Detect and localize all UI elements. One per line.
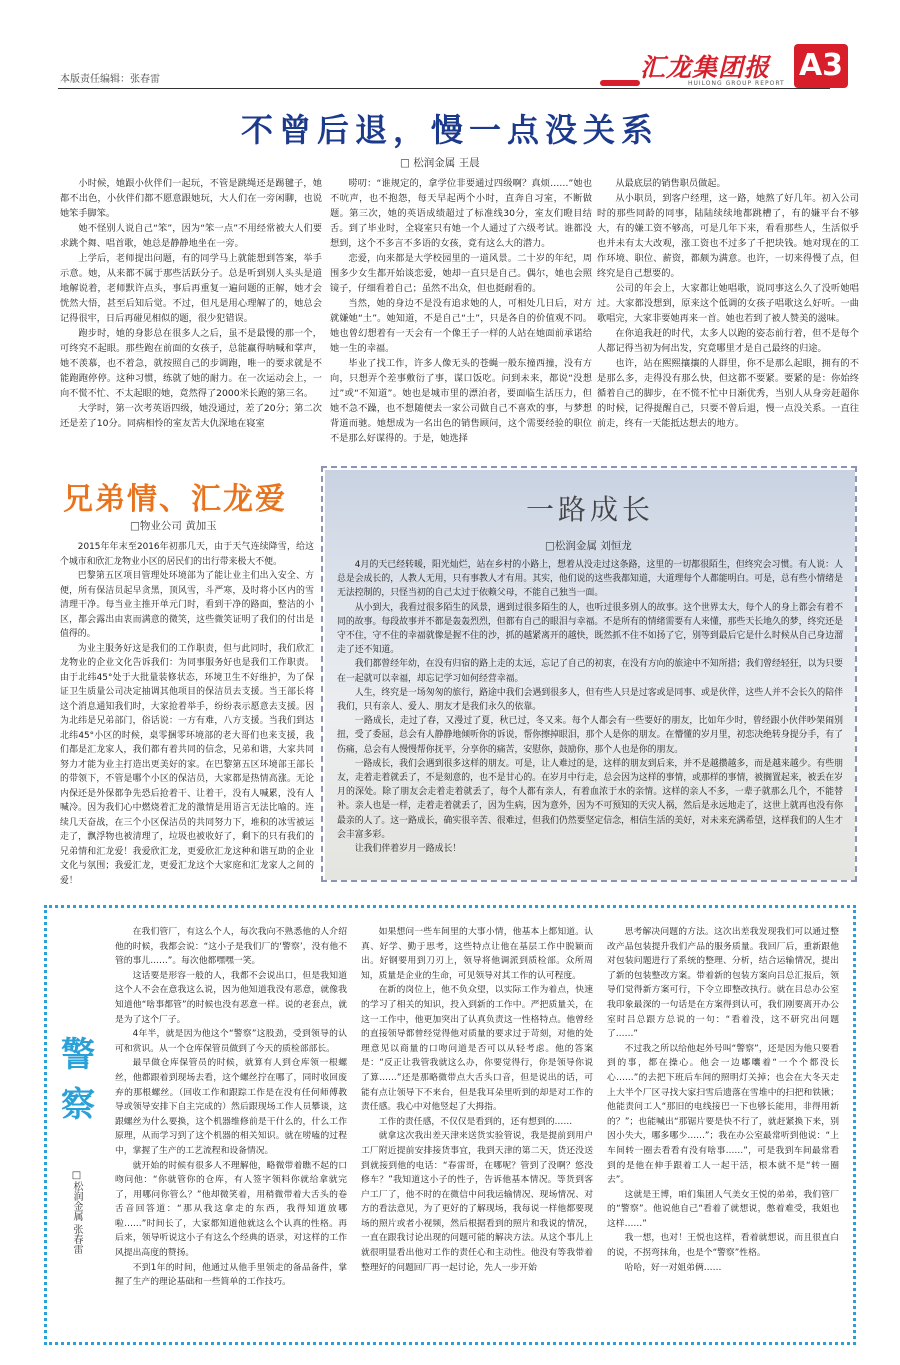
paragraph: 一路成长，走过了春，又漫过了夏，秋已过，冬又来。每个人都会有一些要好的朋友，比如年少时，曾经跟小伙伴吵架闹别扭，受了委屈，总会有人静静地倾听你的诉说，帮你擦掉眼泪，那个人是你的朋友。在懵懂的岁月里，初恋决绝转身提分手，有了伤痛，总会有人慢慢帮你抚平，分享你的痛苦，安慰你，鼓励你，那个人也是你的朋友。 bbox=[337, 716, 843, 755]
paragraph: 这就是王博，咱们集团人气美女王悦的弟弟，我们管厂的“警察”。他说他自己“看着了就想说，憋着难受，我姐也这样……” bbox=[607, 1189, 839, 1229]
paragraph: 从小职员，到客户经理，这一路，她熬了好几年。初入公司时的那些同龄的同事，陆陆续续地都跳槽了，有的嫌平台不够大，有的嫌工资不够高，可是几年下来，看看那些人，生活似乎也并未有太大改观，涨工资也不过多了千把块钱。她对现在的工作环境、职位、薪资，都颇为满意。也许，一切来得慢了点，但终究是自己想要的。 bbox=[597, 193, 859, 279]
article1-col1 bbox=[60, 176, 322, 431]
paragraph: 跑步时，她的身影总在很多人之后，虽不是最慢的那一个，可终究不起眼。那些跑在前面的女孩子，总能赢得呐喊和掌声，她不羡慕，也不着急，就按照自己的步调跑，唯一的要求就是不能跑跑停停。这种习惯，练就了她的耐力。在一次运动会上，一向不慌不忙、不太起眼的她，竟然得了2000米长跑的第三名。 bbox=[60, 328, 322, 399]
paragraph: 大学时，第一次考英语四级，她没通过，差了20分；第二次还是差了10分。同病相怜的室友苦大仇深地在寝室 bbox=[60, 403, 322, 429]
article2-body bbox=[60, 540, 314, 888]
article4-title: 警察 bbox=[61, 1035, 95, 1125]
brand-swoosh bbox=[600, 80, 640, 86]
paragraph: 就拿这次我出差天津来送货实验管说，我是提前到用户工厂附近提前安排接货事宜，我到天津的第二天，货还没送到就接到他的电话：“春雷哥，在哪呢？管到了没啊？悠没修车？”我知道这小子的性子，告诉他基本情况。等货到客户工厂了，他不时的在微信中问我运输情况、现场情况、对方的看法意见，为了更好的了解现场，我每说一样他都要现场的照片或者小视频，然后根据看到的照片和我说的情况，一直在跟我讨论出现的问题可能的解决方法。从这个事儿上就很明显看出他对工作的责任心和主动性。他没有等我带着整理好的问题回厂再一起讨论，先人一步开始 bbox=[361, 1131, 593, 1273]
paragraph: 也许，站在熙熙攘攘的人群里，你不是那么起眼，拥有的不是那么多，走得没有那么快，但这都不要紧。要紧的是：你始终循着自己的脚步，在不慌不忙中日渐优秀，当别人从身旁赶超你的时候，记得提醒自己，只要不曾后退，慢一点没关系。一直往前走，终有一天能抵达想去的地方。 bbox=[597, 358, 859, 429]
paragraph: 从小到大，我看过很多陌生的风景，遇到过很多陌生的人，也听过很多别人的故事。这个世界太大，每个人的身上都会有着不同的故事。每段故事并不都是轰轰烈烈，但都有自己的眼泪与幸福。不是所有的情绪需要有人来懂，那些天长地久的梦，终究还是守不住，守不住的幸福就像是握不住的沙，抓的越紧离开的越快，既然抓不住不如扬了它，别等到最后它是什么时候从自己身边溜走了还不知道。 bbox=[337, 602, 843, 656]
paragraph: 这话要是形容一般的人，我都不会说出口，但是我知道这个人不会在意我这么说，因为他知道我没有恶意，就像我知道他“啥事都管”的时候也没有恶意一样。说的老套点，就是为了这个厂子。 bbox=[115, 970, 347, 1025]
paragraph: 不到1年的时间，他通过从他手里领走的备品备件，掌握了生产的理论基础和一些简单的工作技巧。 bbox=[115, 1262, 347, 1288]
paragraph: 4年半，就是因为他这个“警察”这股劲，受到领导的认可和赏识。从一个仓库保管员做到了今天的质检部部长。 bbox=[115, 1029, 347, 1054]
editor-credit: 本版责任编辑：张春雷 bbox=[60, 74, 160, 85]
paragraph: 当然，她的身边不是没有追求她的人，可相处几日后，对方就嫌她“土”。她知道，不是自己“土”，只是各自的价值观不同。她也曾幻想着有一天会有一个像王子一样的人站在她面前承诺给她一生的幸福。 bbox=[330, 298, 592, 354]
page-number: A3 bbox=[794, 44, 848, 88]
article3-author: □松润金属 刘恒龙 bbox=[545, 540, 632, 552]
paragraph: 小时候，她跟小伙伴们一起玩，不管是跳绳还是踢毽子，她都不出色，小伙伴们都不愿意跟她玩，大人们在一旁闲聊，也说她笨手脚笨。 bbox=[60, 178, 322, 219]
paragraph: 在新的岗位上，他不负众望，以实际工作为着点，快速的学习了相关的知识，投入到新的工作中。严把质量关，在这一工作中，他更加突出了认真负责这一性格特点。他曾经的直接领导都曾经觉得他对质量的要求过于苛刻，对他的处理意见以商量的口吻问道是否可以从轻考虑。他的答案是：“反正让我管我就这么办，你要觉得行，你是领导你说了算……”还是那略微带点大舌头口音，但是说出的话，可能有点让领导下不来台，但是我耳朵里听到的却是对工作的责任感。我心中对他竖起了大拇指。 bbox=[361, 985, 593, 1113]
paragraph: 上学后，老师提出问题，有的同学马上就能想到答案，举手示意。她，从来都不属于那些活跃分子。总是听到别人头头是道地解说着，老师默许点头，事后再重复一遍问题的正解，她才会恍然大悟，甚至后知后觉。不过，但凡是用心理解了的，她总会记得很牢，日后再碰见相似的题，很少犯错误。 bbox=[60, 253, 322, 324]
header-rule bbox=[58, 88, 830, 89]
paragraph: 毕业了找工作，许多人像无头的苍蝇一般东撞西撞，没有方向，只想弄个差事敷衍了事，谋口饭吃。问到未来，都说“没想过”或“不知道”。她也是城市里的漂泊者，要面临生活压力，但她不急不躁，也不想随便去一家公司做自己不喜欢的事，与梦想背道而驰。她想成为一名出色的销售顾问，这个需要经验的职位不是那么好谋得的。于是，她选择 bbox=[330, 358, 592, 444]
paragraph: 哈哈，好一对姐弟俩…… bbox=[624, 1262, 722, 1273]
paragraph: 公司的年会上，大家都让她唱歌，说同事这么久了没听她唱过。大家都没想到，原来这个低调的女孩子唱歌这么好听。一曲歌唱完，大家非要她再来一首。她也若到了被人赞美的滋味。 bbox=[597, 283, 859, 324]
paragraph: 在你追我赶的时代，太多人以跑的姿态前行着，但不是每个人都记得当初为何出发，究竟哪里才是自己最终的归途。 bbox=[597, 328, 859, 354]
paragraph: 就开始的时候有很多人不理解他，略微带着瞧不起的口吻问他：“你就管你的仓库，有人签字领料你就给拿就完了，用哪问你管么？”他却微笑着，用稍微带着大舌头的卷舌音回答道：“那从我这拿走的东西，我得知道放哪啦……”时间长了，大家都知道他就这么个认真的性格。再后来，领导听说这小子有这么个经典的语录，对这样的工作风提出高度的赞扬。 bbox=[115, 1160, 347, 1259]
paragraph: 在我们管厂，有这么个人，每次我向不熟悉他的人介绍他的时候，我都会说：“这小子是我们厂的‘警察’，没有他不管的事儿……”。每次他都嘿嘿一笑。 bbox=[115, 927, 347, 967]
article4-col2 bbox=[361, 925, 593, 1275]
article4-author: □松润金属 张春雷 bbox=[71, 1170, 82, 1255]
paragraph: 我一想，也对！王悦也这样，看着就想说，而且很直白的说，不拐弯抹角，也是个“警察”性格。 bbox=[607, 1233, 839, 1259]
paragraph: 4月的天已经转暖，阳光灿烂，站在乡村的小路上，想着从没走过这条路，这里的一切都很陌生，但终究会习惯。有人说：人总是会成长的，人教人无用，只有事教人才有用。其实，他们说的这些我都知道，大道理每个人都能明白。可是，总有些小情绪是无法控制的，只怪当初的自己太过于依赖父母，不能自己独当一面。 bbox=[337, 560, 843, 599]
brand-logo: 汇龙集团报 bbox=[640, 53, 771, 82]
paragraph: 不过我之所以给他起外号叫“警察”，还是因为他只要看到的事，都在操心。他会一边嘟囔着“一个个都没长心……”的去把下班后车间的照明灯关掉；也会在大冬天走上大半个厂区寻找大家扫雪后遗落在雪堆中的扫把和铁锹；他能责问工人“那旧的电线接巴一下也够长能用，非得用新的？”；也能喊出“那锯片要是快不行了，就赶紧换下来，别因小失大，哪多哪少……”；我在办公室最常听到他说：“上车间转一圈去看看有没有啥事……”，可是我到车间最常看到的是他在伸手跟着工人一起干活，根本就不是“转一圈去”。 bbox=[607, 1043, 839, 1186]
paragraph: 我们都曾经年幼，在没有归宿的路上走的太远，忘记了自己的初衷，在没有方向的旅途中不知所措；我们曾经轻狂，以为只要在一起就可以幸福，却忘记学习如何经营幸福。 bbox=[337, 659, 843, 684]
paragraph: 从最底层的销售职员做起。 bbox=[615, 178, 726, 189]
paragraph: 唠叨：“谁规定的，拿学位非要通过四级啊？真烦……”她也不吭声，也不抱怨，每天早起两个小时，直奔自习室，不断做题。第三次，她的英语成绩超过了标准线30分，室友们瞪目结舌。到了毕业时，全寝室只有她一个人通过了六级考试。谁都没想到，这个不多言不多语的女孩，竟有这么大的潜力。 bbox=[330, 178, 592, 249]
article2-author: □物业公司 黄加玉 bbox=[130, 520, 217, 532]
article1-col3 bbox=[597, 176, 859, 431]
article4-col1 bbox=[115, 925, 347, 1290]
paragraph: 恋爱，向来都是大学校园里的一道风景。二十岁的年纪，周围多少女生都开始谈恋爱，她却一直只是自己。偶尔，她也会照镜子，仔细看着自己；虽然不出众，但也挺耐看的。 bbox=[330, 253, 592, 294]
paragraph: 最早做仓库保管员的时候，就算有人到仓库领一根螺丝，他都跟着到现场去看，这个螺丝拧在哪了，同时收回废弃的那根螺丝。（回收工作和跟踪工作是在没有任何师傅教导或领导安排下自主完成的）然后跟现场工作人员攀谈，这跟螺丝为什么要换，这个机器维修前是干什么的，什么工作原理，从而学习到了这个机器的相关知识。就在唠嗑的过程中，掌握了生产的工艺流程和设备情况。 bbox=[115, 1058, 347, 1156]
paragraph: 2015年年末至2016年初那几天，由于天气连续降雪，给这个城市和欣汇龙物业小区的居民们的出行带来极大不便。 bbox=[60, 542, 314, 567]
paragraph: 她不怪别人说自己“笨”，因为“笨一点”不用经常被大人们要求跳个舞、唱首歌，她总是静静地坐在一旁。 bbox=[60, 223, 322, 249]
paragraph: 巴黎第五区项目管理处环境部为了能让业主们出入安全、方便，所有保洁员起早贪黑，顶风雪，斗严寒，及时将小区内的雪清理干净。每当业主推开单元门时，看到干净的路面，整洁的小区，都会露出由衷而满意的微笑，这些微笑证明了我们的付出是值得的。 bbox=[60, 571, 314, 639]
paragraph: 工作的责任感，不仅仅是看到的，还有想到的…… bbox=[378, 1116, 573, 1127]
paragraph: 人生，终究是一场匆匆的旅行，路途中我们会遇到很多人，但有些人只是过客或是同事、或是伙伴，这些人并不会长久的陪伴我们，只有亲人、爱人、朋友才是我们永久的依靠。 bbox=[337, 687, 843, 713]
article1-title: 不曾后退，慢一点没关系 bbox=[240, 111, 659, 149]
article2-title: 兄弟情、汇龙爱 bbox=[63, 482, 287, 517]
article1-author: □ 松润金属 王晨 bbox=[400, 157, 480, 169]
brand-subtitle: HUILONG GROUP REPORT bbox=[688, 80, 785, 87]
article3-body bbox=[337, 558, 843, 856]
paragraph: 让我们伴着岁月一路成长！ bbox=[354, 844, 462, 855]
article3-title: 一路成长 bbox=[525, 493, 654, 526]
paragraph: 思考解决问题的方法。这次出差我发现我们可以通过整改产品包装提升我们产品的服务质量。我回厂后，重新跟他对包装问题进行了系统的整理、分析，结合运输情况，提出了新的包装整改方案。带着新的包装方案向吕总汇报后，领导们觉得新方案可行，下令立即整改执行。就在吕总办公室我印象最深的一句话是在方案得到认可，我们刚要离开办公室时吕总跟方总说的一句：“看着没，这不研究出问题了……” bbox=[607, 927, 839, 1040]
article4-col3 bbox=[607, 925, 839, 1275]
paragraph: 一路成长，我们会遇到很多这样的朋友。可是，让人难过的是，这样的朋友到后来，并不是越攒越多，而是越来越少。有些朋友，走着走着就丢了，不是刻意的，也不是甘心的。在岁月中行走，总会因为这样的事情，或那样的事情，被搁置起来，被丢在岁月的深处。除了朋友会走着走着就丢了，每个人都有亲人，有着血浓于水的亲情。这样的亲人不多，一辈子就那么几个，不能替补。亲人也是一样，走着走着就丢了，因为生病，因为意外，因为不可预知的天灾人祸，然后是永远地走了，这世上就再也没有你最亲的人了。这一路成长，确实很辛苦、很难过，但我们仍然要坚定信念，相信生活的美好，对未来充满希望，这样我们的人生才会丰富多彩。 bbox=[337, 758, 843, 840]
article1-col2 bbox=[330, 176, 592, 446]
paragraph: 为业主服务好这是我们的工作职责，但与此同时，我们欣汇龙物业的企业文化告诉我们：为同事服务好也是我们工作职责。由于北纬45°处于大批量装修状态，环境卫生不好维护，为了保证卫生质量公司决定抽调其他项目的保洁员去支援。当王部长将这个消息通知我们时，大家抢着举手，纷纷表示愿意去支援。因为北纬是兄弟部门，俗话说：一方有难，八方支援。当我们到达北纬45°小区的时候，桌零捆零环境部的老大哥们也来支援，我们都是汇龙家人，我们都有着共同的信念，兄弟和谐，大家共同努力才能为业主打造出更美好的家。在巴黎第五区环境部王部长的带领下，不管是哪个小区的保洁员，大家都是热情高涨。无论内保还是外保都争先恐后抢着干、让着干，没有人喊累，没有人喊冷。因为我们心中燃烧着汇龙的激情是用语言无法比喻的。连续几天奋战，在三个小区保洁员的共同努力下，堆积的冰雪被运走了，飘浮物也被清理了，垃圾也被收好了，剩下的只有我们的兄弟情和汇龙爱！我爱欣汇龙，更爱欣汇龙这种和谐互助的企业文化与氛围；我爱汇龙，更爱汇龙这个大家庭和汇龙家人之间的爱！ bbox=[60, 643, 314, 886]
paragraph: 如果想问一些车间里的大事小情，他基本上都知道。认真、好学、勤于思考，这些特点让他在基层工作中脱颖而出。好钢要用到刀刃上，领导将他调派到质检部。众所周知，质量是企业的生命，可见领导对其工作的认可程度。 bbox=[361, 927, 593, 981]
